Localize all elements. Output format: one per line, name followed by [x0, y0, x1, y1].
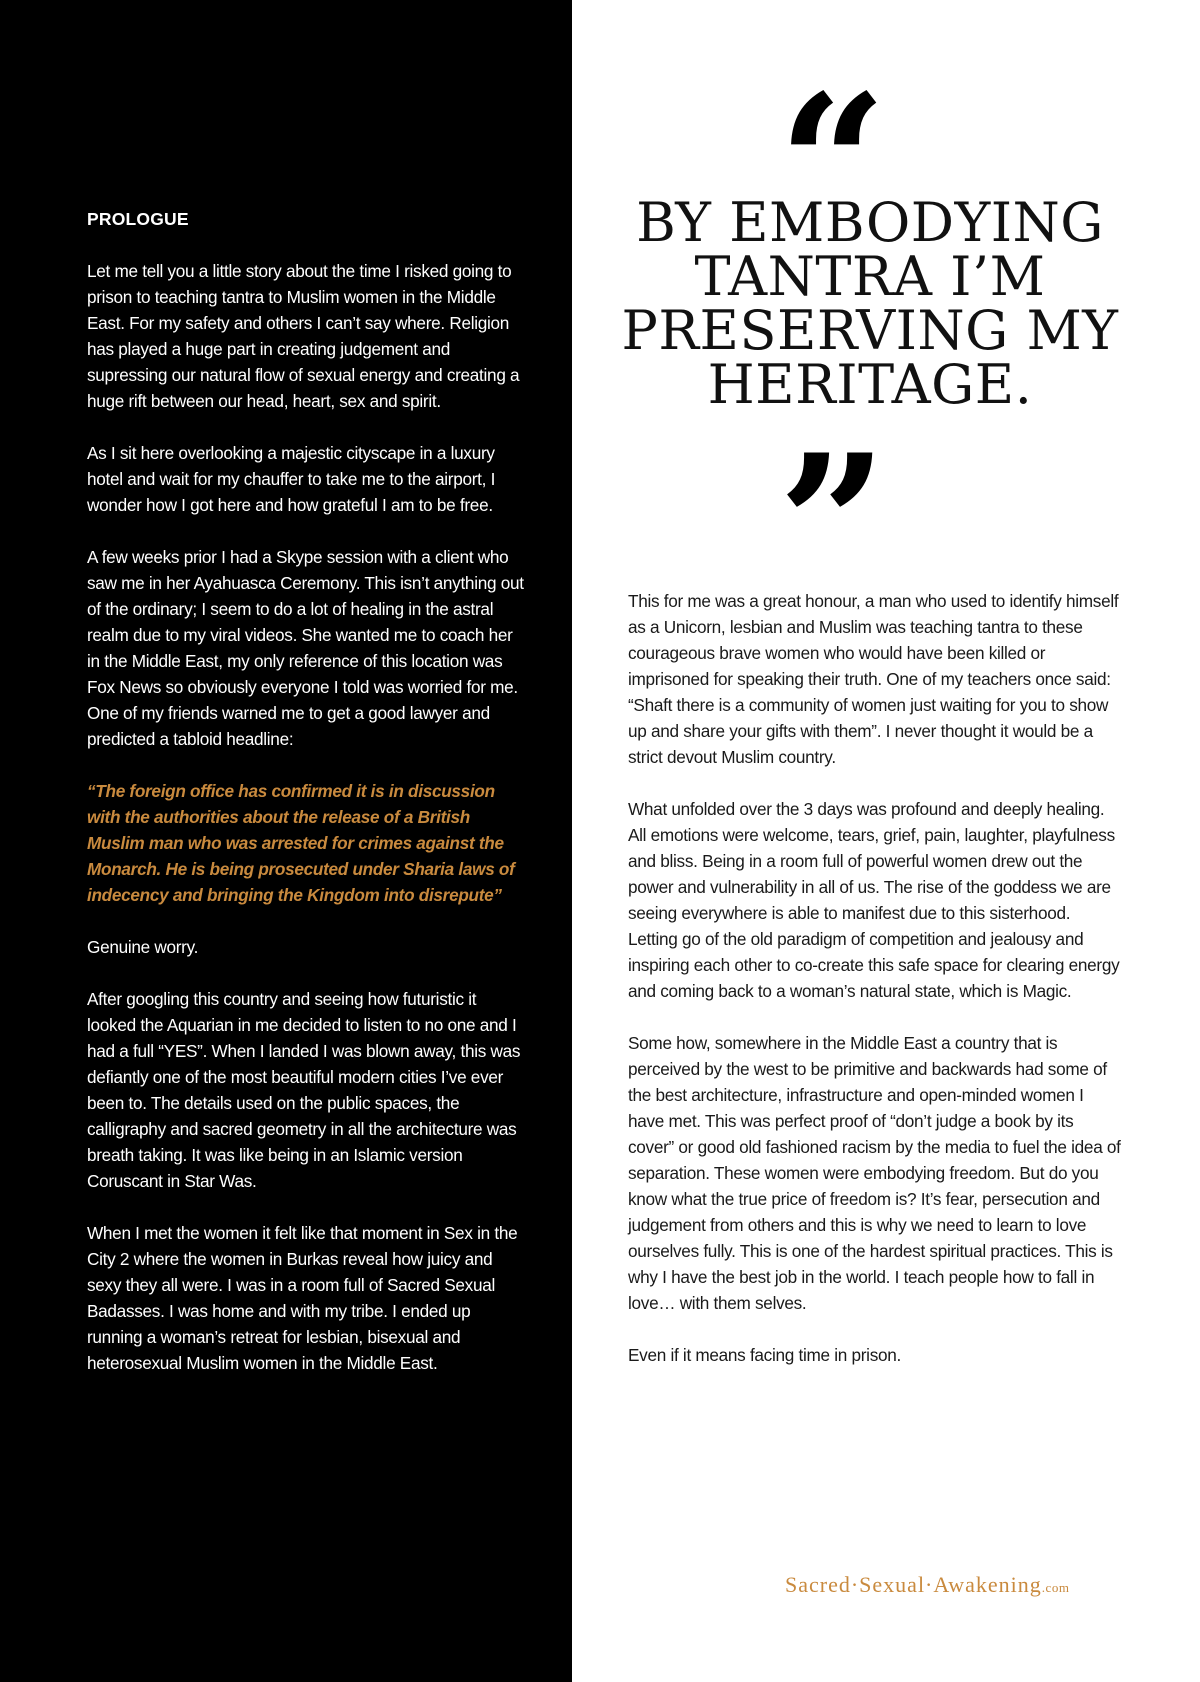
pull-quote: BY EMBODYING TANTRA I’M PRESERVING MY HERITAGE.	[621, 191, 1119, 416]
paragraph: Even if it means facing time in prison.	[628, 1345, 901, 1365]
close-quote-mark: ”	[778, 413, 888, 636]
logo-suffix: .com	[1041, 1580, 1070, 1595]
right-column	[628, 588, 1123, 1394]
paragraph: As I sit here overlooking a majestic cityscape in a luxury hotel and wait for my chauffer to take me to the airport, I wonder how I got here and how grateful I am to be free.	[87, 443, 496, 515]
paragraph: After googling this country and seeing how futuristic it looked the Aquarian in me decided to listen to no one and I had a full “YES”. When I landed I was blown away, this was defiantly one of the most beautiful modern cities I’ve ever been to. The details used on the public spaces, the calligraphy and sacred geometry in all the architecture was breath taking. It was like being in an Islamic version Coruscant in Star Was.	[87, 989, 521, 1191]
logo-text: Sacred·Sexual·Awakening	[785, 1572, 1042, 1597]
paragraph: What unfolded over the 3 days was profound and deeply healing. All emotions were welcome, tears, grief, pain, laughter, playfulness and bliss. Being in a room full of powerful women drew out the power and vulnerability in all of us. The rise of the goddess we are seeing everywhere is able to manifest due to this sisterhood. Letting go of the old paradigm of competition and jealousy and inspiring each other to co-create this safe space for clearing energy and coming back to a woman’s natural state, which is Magic.	[628, 799, 1120, 1001]
paragraph: Some how, somewhere in the Middle East a country that is perceived by the west to be primitive and backwards had some of the best architecture, infrastructure and open-minded women I have met. This was perfect proof of “don’t judge a book by its cover” or good old fashioned racism by the media to fuel the idea of separation. These women were embodying freedom. But do you know what the true price of freedom is? It’s fear, persecution and judgement from others and this is why we need to learn to love ourselves fully. This is one of the hardest spiritual practices. This is why I have the best job in the world. I teach people how to fall in love… with them selves.	[628, 1033, 1121, 1313]
paragraph: Genuine worry.	[87, 937, 199, 957]
paragraph: When I met the women it felt like that moment in Sex in the City 2 where the women in Burkas reveal how juicy and sexy they all were. I was in a room full of Sacred Sexual Badasses. I was home and with my tribe. I ended up running a woman’s retreat for lesbian, bisexual and heterosexual Muslim women in the Middle East.	[87, 1223, 518, 1373]
footer-logo	[785, 1572, 1115, 1598]
paragraph: Let me tell you a little story about the time I risked going to prison to teaching tantra to Muslim women in the Middle East. For my safety and others I can’t say where. Religion has played a huge part in creating judgement and supressing our natural flow of sexual energy and creating a huge rift between our head, heart, sex and spirit.	[87, 261, 520, 411]
highlight-quote: “The foreign office has confirmed it is in discussion with the authorities about the release of a British Muslim man who was arrested for crimes against the Monarch. He is being prosecuted under Sharia laws of indecency and bringing the Kingdom into disrepute”	[87, 781, 515, 905]
open-quote-mark: “	[778, 53, 888, 276]
paragraph: This for me was a great honour, a man who used to identify himself as a Unicorn, lesbian and Muslim was teaching tantra to these courageous brave women who would have been killed or imprisoned for speaking their truth. One of my teachers once said: “Shaft there is a community of women just waiting for you to show up and share your gifts with them”. I never thought it would be a strict devout Muslim country.	[628, 591, 1119, 767]
paragraph: A few weeks prior I had a Skype session with a client who saw me in her Ayahuasca Ceremony. This isn’t anything out of the ordinary; I seem to do a lot of healing in the astral realm due to my viral videos. She wanted me to coach her in the Middle East, my only reference of this location was Fox News so obviously everyone I told was worried for me. One of my friends warned me to get a good lawyer and predicted a tabloid headline:	[87, 547, 524, 749]
section-heading: PROLOGUE	[87, 209, 189, 229]
left-column	[87, 206, 527, 1402]
